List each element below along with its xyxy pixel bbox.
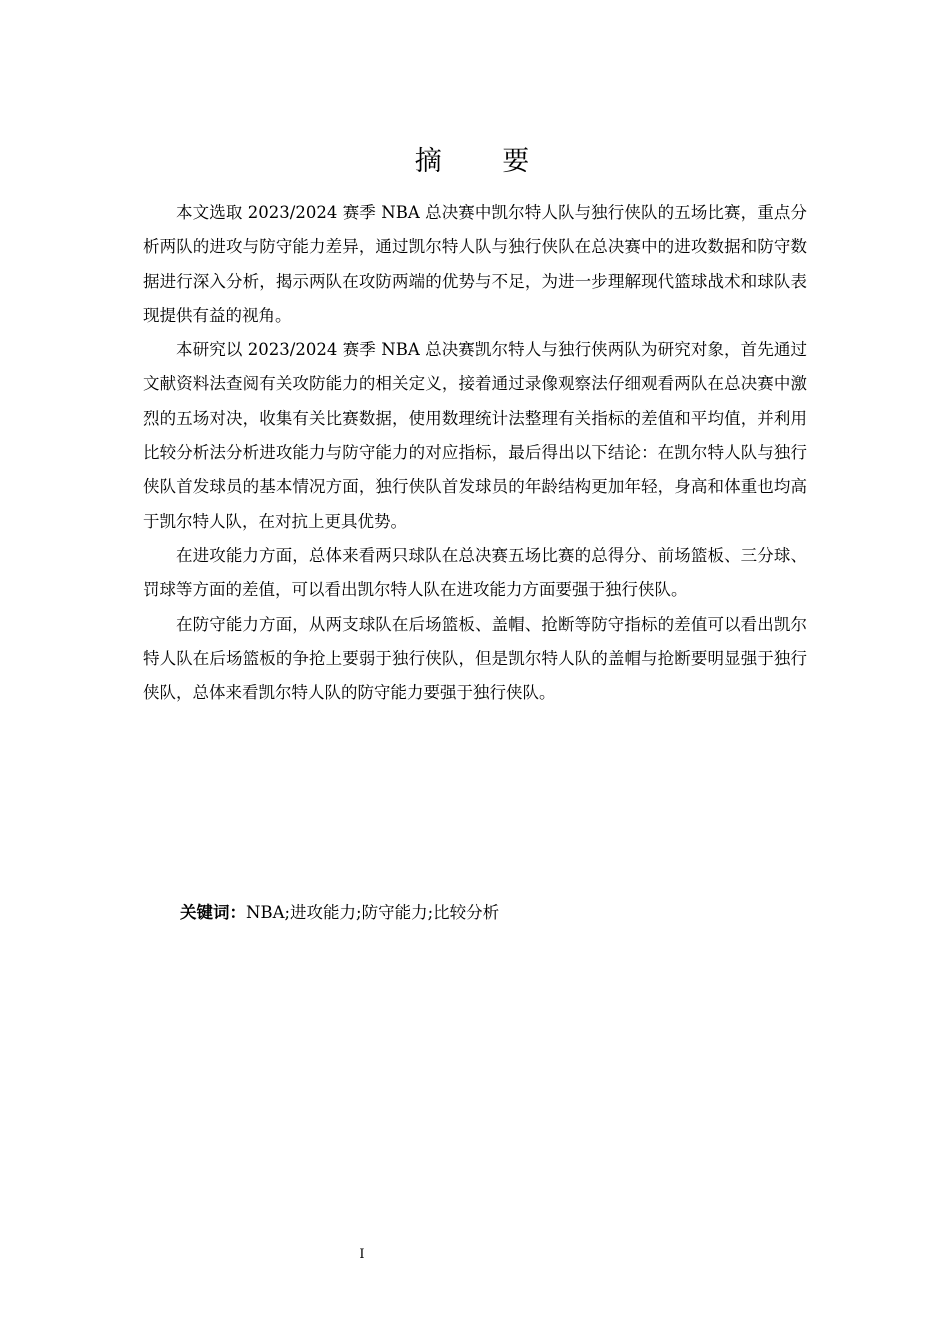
paragraph-4: 在防守能力方面，从两支球队在后场篮板、盖帽、抢断等防守指标的差值可以看出凯尔特人队在后场篮板的争抢上要弱于独行侠队，但是凯尔特人队的盖帽与抢断要明显强于独行侠队，总体来看凯尔特人队的防守能力要强于独行侠队。 bbox=[143, 614, 807, 703]
keywords-label: 关键词： bbox=[180, 903, 246, 922]
keywords-line bbox=[180, 898, 499, 928]
paragraph-3: 在进攻能力方面，总体来看两只球队在总决赛五场比赛的总得分、前场篮板、三分球、罚球等方面的差值，可以看出凯尔特人队在进攻能力方面要强于独行侠队。 bbox=[143, 545, 807, 600]
page-number: I bbox=[359, 1247, 365, 1262]
abstract-body bbox=[143, 196, 807, 710]
paragraph-2: 本研究以 2023/2024 赛季 NBA 总决赛凯尔特人与独行侠两队为研究对象，首先通过文献资料法查阅有关攻防能力的相关定义，接着通过录像观察法仔细观看两队在总决赛中激烈的五场对决，收集有关比赛数据，使用数理统计法整理有关指标的差值和平均值，并利用比较分析法分析进攻能力与防守能力的对应指标，最后得出以下结论：在凯尔特人队与独行侠队首发球员的基本情况方面，独行侠队首发球员的年龄结构更加年轻，身高和体重也均高于凯尔特人队，在对抗上更具优势。 bbox=[143, 340, 807, 531]
abstract-title: 摘 要 bbox=[414, 146, 556, 177]
paragraph-1: 本文选取 2023/2024 赛季 NBA 总决赛中凯尔特人队与独行侠队的五场比赛，重点分析两队的进攻与防守能力差异，通过凯尔特人队与独行侠队在总决赛中的进攻数据和防守数据进行深入分析，揭示两队在攻防两端的优势与不足，为进一步理解现代篮球战术和球队表现提供有益的视角。 bbox=[143, 203, 807, 325]
keywords-value: NBA;进攻能力;防守能力;比较分析 bbox=[246, 903, 500, 922]
